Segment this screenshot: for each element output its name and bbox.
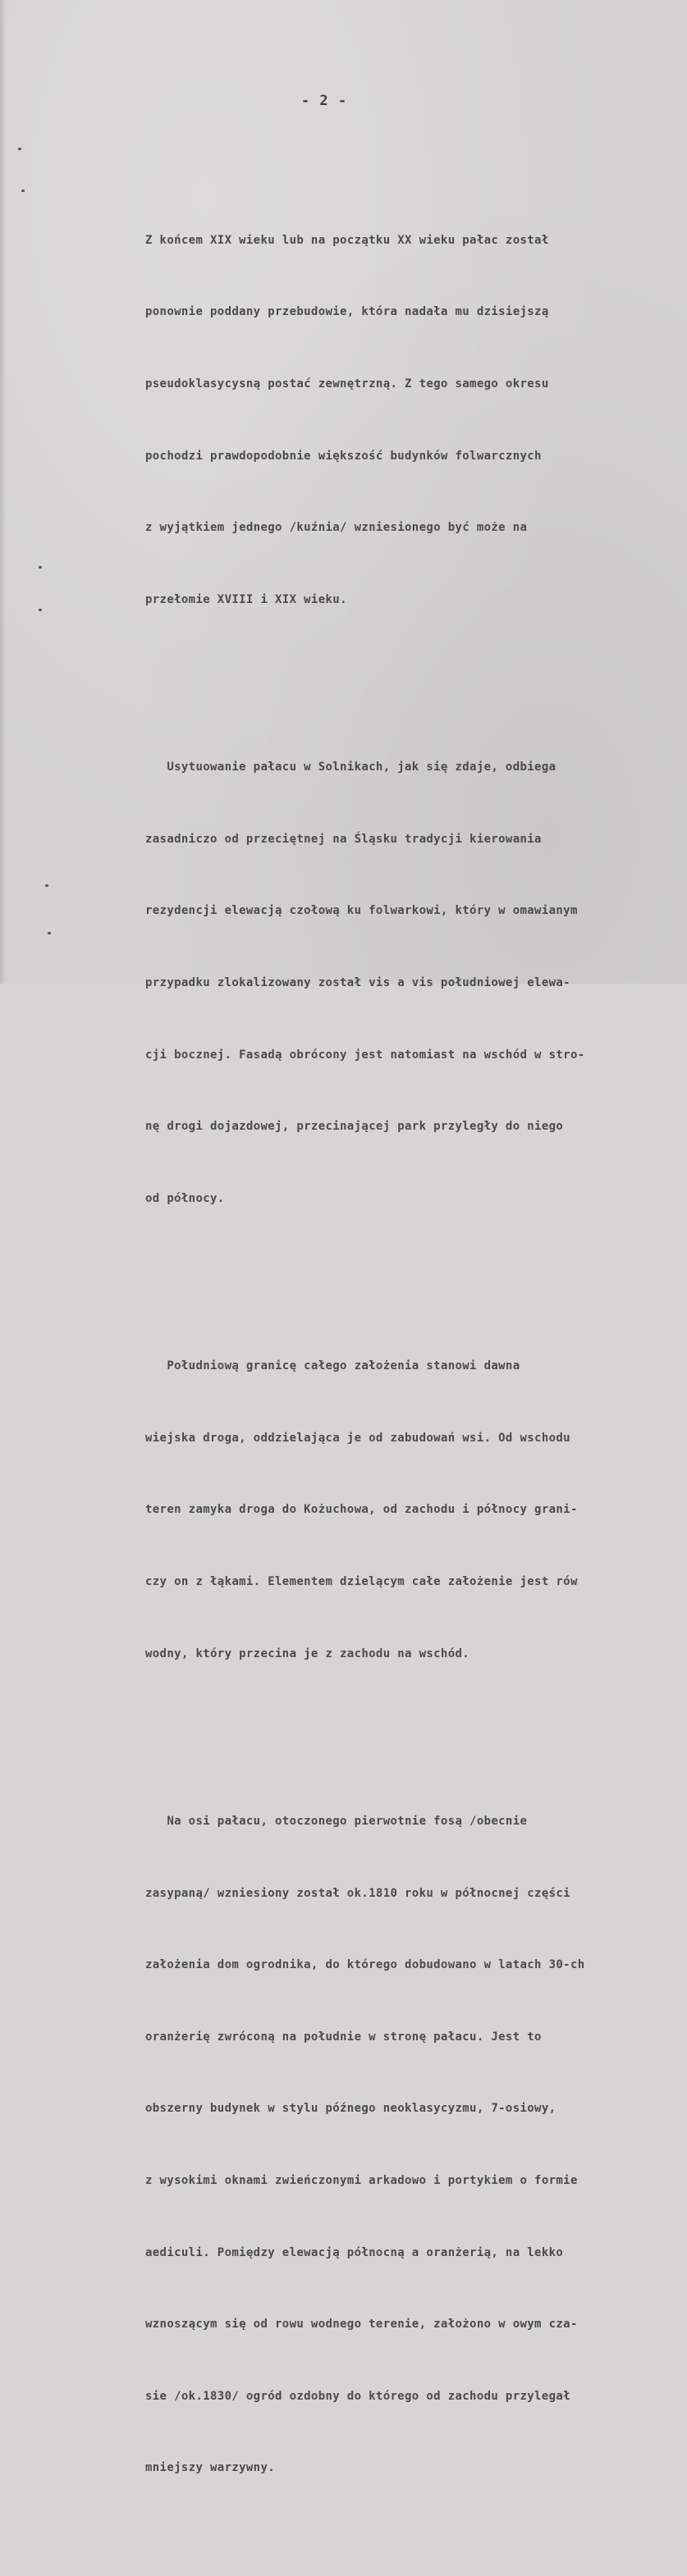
paragraph [145,1762,687,2528]
paragraph [145,1307,687,1714]
text-line: oranżerię zwróconą na południe w stronę pałacu. Jest to [145,2030,542,2044]
text-line: Z końcem XIX wieku lub na początku XX wieku pałac został [145,233,549,247]
margin-mark [48,932,51,934]
text-line: czy on z łąkami. Elementem dzielącym całe założenie jest rów [145,1574,578,1588]
paragraph [145,180,687,660]
margin-mark [45,884,48,887]
text-line: z wyjątkiem jednego /kuźnia/ wzniesionego być może na [145,521,528,535]
page-number: - 2 - [300,93,348,109]
text-line: z wysokimi oknami zwieńczonymi arkadowo i portykiem o formie [145,2173,578,2187]
text-line: wodny, który przecina je z zachodu na wschód. [145,1647,470,1660]
text-line: zasadniczo od przeciętnej na Śląsku tradycji kierowania [145,832,542,846]
text-line: przełomie XVIII i XIX wieku. [145,592,347,606]
page-edge-shadow [0,0,7,984]
text-line: aediculi. Pomiędzy elewacją północną a oranżerią, na lekko [145,2245,564,2259]
paragraph [145,708,687,1259]
text-line: Na osi pałacu, otoczonego pierwotnie fosą /obecnie [145,1814,528,1828]
text-line: ponownie poddany przebudowie, która nadała mu dzisiejszą [145,305,549,319]
text-line: od północy. [145,1191,225,1205]
text-line: wiejska droga, oddzielająca je od zabudowań wsi. Od wschodu [145,1431,570,1445]
text-line: obszerny budynek w stylu późnego neoklasycyzmu, 7-osiowy, [145,2102,556,2116]
text-line: rezydencji elewacją czołową ku folwarkowi, który w omawianym [145,904,578,918]
text-line: Południową granicę całego założenia stanowi dawna [145,1359,520,1373]
text-line: cji bocznej. Fasadą obrócony jest natomiast na wschód w stro- [145,1048,585,1062]
text-line: wznoszącym się od rowu wodnego terenie, założono w owym cza- [145,2318,578,2332]
margin-mark [39,609,42,611]
text-line: pseudoklasycysną postać zewnętrzną. Z tego samego okresu [145,377,549,391]
margin-mark [21,190,25,192]
margin-mark [39,566,42,569]
text-line: założenia dom ogrodnika, do którego dobudowano w latach 30-ch [145,1958,585,1972]
text-line: teren zamyka droga do Kożuchowa, od zachodu i północy grani- [145,1503,578,1517]
text-line: mniejszy warzywny. [145,2461,276,2475]
text-line: przypadku zlokalizowany został vis a vis południowej elewa- [145,975,570,989]
text-line: zasypaną/ wzniesiony został ok.1810 roku w północnej części [145,1886,570,1900]
text-line: sie /ok.1830/ ogród ozdobny do którego od zachodu przylegał [145,2389,570,2403]
text-line: nę drogi dojazdowej, przecinającej park przyległy do niego [145,1120,564,1134]
text-line: Usytuowanie pałacu w Solnikach, jak się zdaje, odbiega [145,760,556,774]
text-line: pochodzi prawdopodobnie większość budynków folwarcznych [145,449,542,463]
document-body [145,133,687,2576]
margin-mark [18,148,21,150]
